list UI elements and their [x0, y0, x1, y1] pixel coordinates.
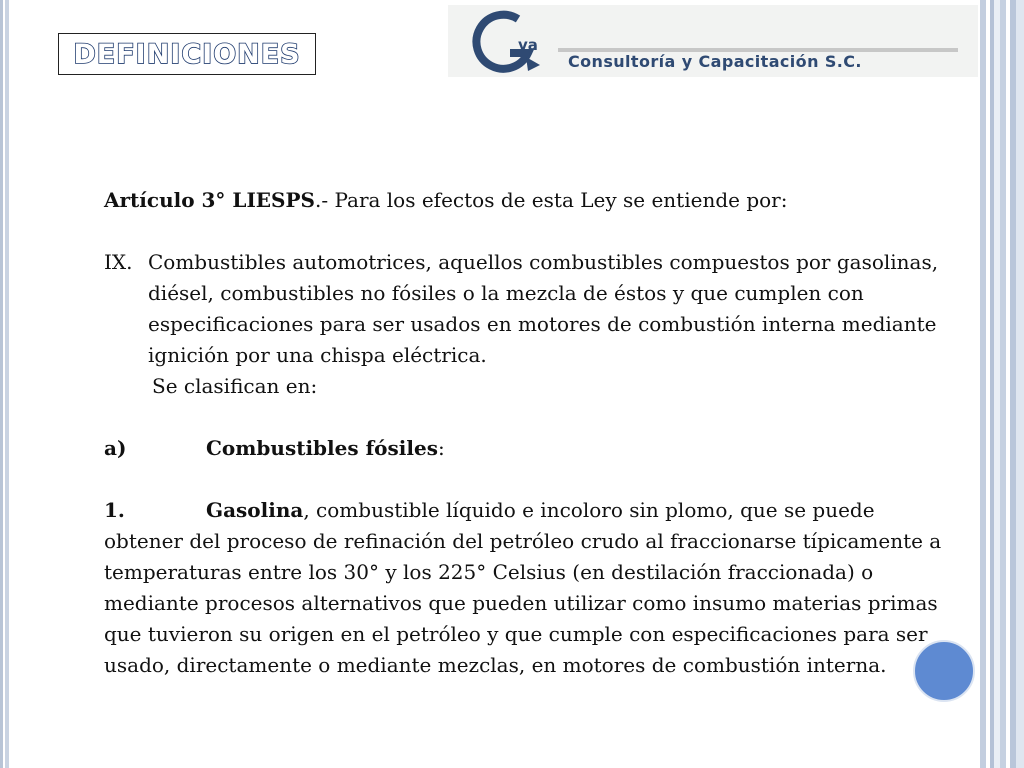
gasolina-paragraph	[104, 495, 944, 681]
spacer	[104, 216, 944, 247]
slide-body	[104, 185, 944, 681]
item-ix	[104, 247, 944, 371]
gva-logo-icon	[456, 5, 566, 77]
logo-company-name: Consultoría y Capacitación S.C.	[568, 52, 862, 71]
section-a-heading	[104, 433, 944, 464]
logo-mark-text: va	[518, 36, 538, 54]
decorative-circle	[913, 640, 975, 702]
item-ix-text: Combustibles automotrices, aquellos combustibles compuestos por gasolinas, diésel, combustibles no fósiles o la mezcla de éstos y que cumplen con especificaciones para ser usados en motores de combustión interna mediante ignición por una chispa eléctrica.	[148, 250, 939, 367]
left-frame-border	[0, 0, 12, 768]
item-1-term: Gasolina	[206, 498, 304, 522]
section-a-label: a)	[104, 436, 127, 460]
section-a-title: Combustibles fósiles	[206, 436, 438, 460]
company-logo	[448, 5, 978, 77]
item-1-label: 1.	[104, 498, 125, 522]
spacer	[104, 464, 944, 495]
page-title: DEFINICIONES	[73, 38, 301, 70]
article-heading	[104, 185, 944, 216]
section-a-suffix: :	[437, 436, 445, 460]
right-frame-stripes	[978, 0, 1024, 768]
title-box	[58, 33, 316, 75]
spacer	[104, 402, 944, 433]
article-heading-rest: .- Para los efectos de esta Ley se entiende por:	[314, 188, 788, 212]
item-ix-number: IX.	[104, 250, 133, 274]
article-heading-bold: Artículo 3° LIESPS	[104, 188, 315, 212]
classify-line: Se clasifican en:	[152, 374, 318, 398]
item-1-text: , combustible líquido e incoloro sin plomo, que se puede obtener del proceso de refinación del petróleo crudo al fraccionarse típicamente a temperaturas entre los 30° y los 225° Celsius (en destilación fraccionada) o mediante procesos alternativos que pueden utilizar como insumo materias primas que tuvieron su origen en el petróleo y que cumple con especificaciones para ser usado, directamente o mediante mezclas, en motores de combustión interna.	[104, 498, 942, 677]
